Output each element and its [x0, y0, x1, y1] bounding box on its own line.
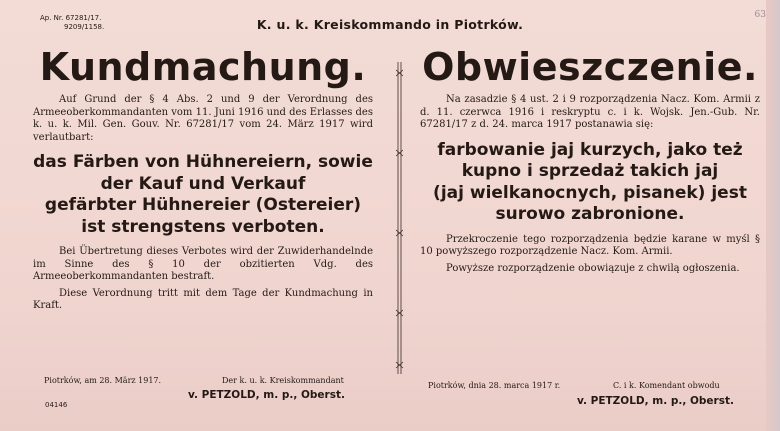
polish-heading: Obwieszczenie. — [422, 45, 758, 89]
paper-edge — [766, 0, 780, 431]
polish-effective: Powyższe rozporządzenie obowiązuje z chwilą ogłoszenia. — [446, 262, 740, 274]
decree-line: der Kauf und Verkauf — [100, 173, 306, 194]
decree-line: ist strengstens verboten. — [81, 216, 325, 237]
polish-signatory-title: C. i k. Komendant obwodu — [613, 381, 720, 390]
german-decree — [33, 152, 373, 238]
decree-line: farbowanie jaj kurzych, jako też — [437, 139, 743, 160]
german-effective: Diese Verordnung tritt mit dem Tage der Kundmachung in Kraft. — [33, 287, 373, 311]
decree-line: das Färben von Hühnereiern, sowie — [33, 152, 373, 172]
german-place-date: Piotrków, am 28. März 1917. — [44, 376, 162, 385]
german-signatory-name: v. PETZOLD, m. p., Oberst. — [188, 389, 345, 401]
decree-line: (jaj wielkanocnych, pisanek) jest — [433, 182, 747, 203]
german-column — [33, 44, 373, 313]
german-intro: Auf Grund der § 4 Abs. 2 und 9 der Verordnung des Armeeoberkommandanten vom 11. Juni 1916 und des Erlasses des k. u. k. Mil. Gen. Gouv. Nr. 67281/17 vom 24. März 1917 wird verlautbart: — [33, 94, 373, 143]
polish-column — [420, 44, 760, 275]
german-penalty: Bei Übertretung dieses Verbotes wird der Zuwiderhandelnde im Sinne des § 10 der obzitierten Vdg. des Armeeoberkommandanten bestraft. — [33, 246, 373, 282]
polish-penalty: Przekroczenie tego rozporządzenia będzie karane w myśl § 10 powyższego rozporządzenie Nacz. Kom. Armii. — [420, 233, 760, 257]
reference-line: 9209/1158. — [64, 23, 105, 31]
german-signatory-title: Der k. u. k. Kreiskommandant — [222, 376, 344, 385]
polish-intro: Na zasadzie § 4 ust. 2 i 9 rozporządzenia Nacz. Kom. Armii z d. 11. czerwca 1916 i reskryptu c. i k. Wojsk. Jen.-Gub. Nr. 67281/17 z d. 24. marca 1917 postanawia się: — [420, 94, 760, 130]
archive-stamp: 63 — [754, 10, 766, 20]
decree-line: surowo zabronione. — [495, 204, 685, 224]
decree-line: kupno i sprzedaż takich jaj — [461, 161, 719, 181]
print-number: 04146 — [45, 401, 68, 409]
decree-line: gefärbter Hühnereier (Ostereier) — [44, 195, 362, 215]
german-heading: Kundmachung. — [39, 45, 367, 89]
column-divider — [395, 58, 404, 378]
polish-signatory-name: v. PETZOLD, m. p., Oberst. — [577, 395, 734, 407]
issuing-authority: K. u. k. Kreiskommando in Piotrków. — [256, 17, 524, 32]
reference-line: Ap. Nr. 67281/17. — [40, 14, 102, 22]
polish-place-date: Piotrków, dnia 28. marca 1917 r. — [428, 381, 561, 390]
polish-decree — [420, 140, 760, 226]
